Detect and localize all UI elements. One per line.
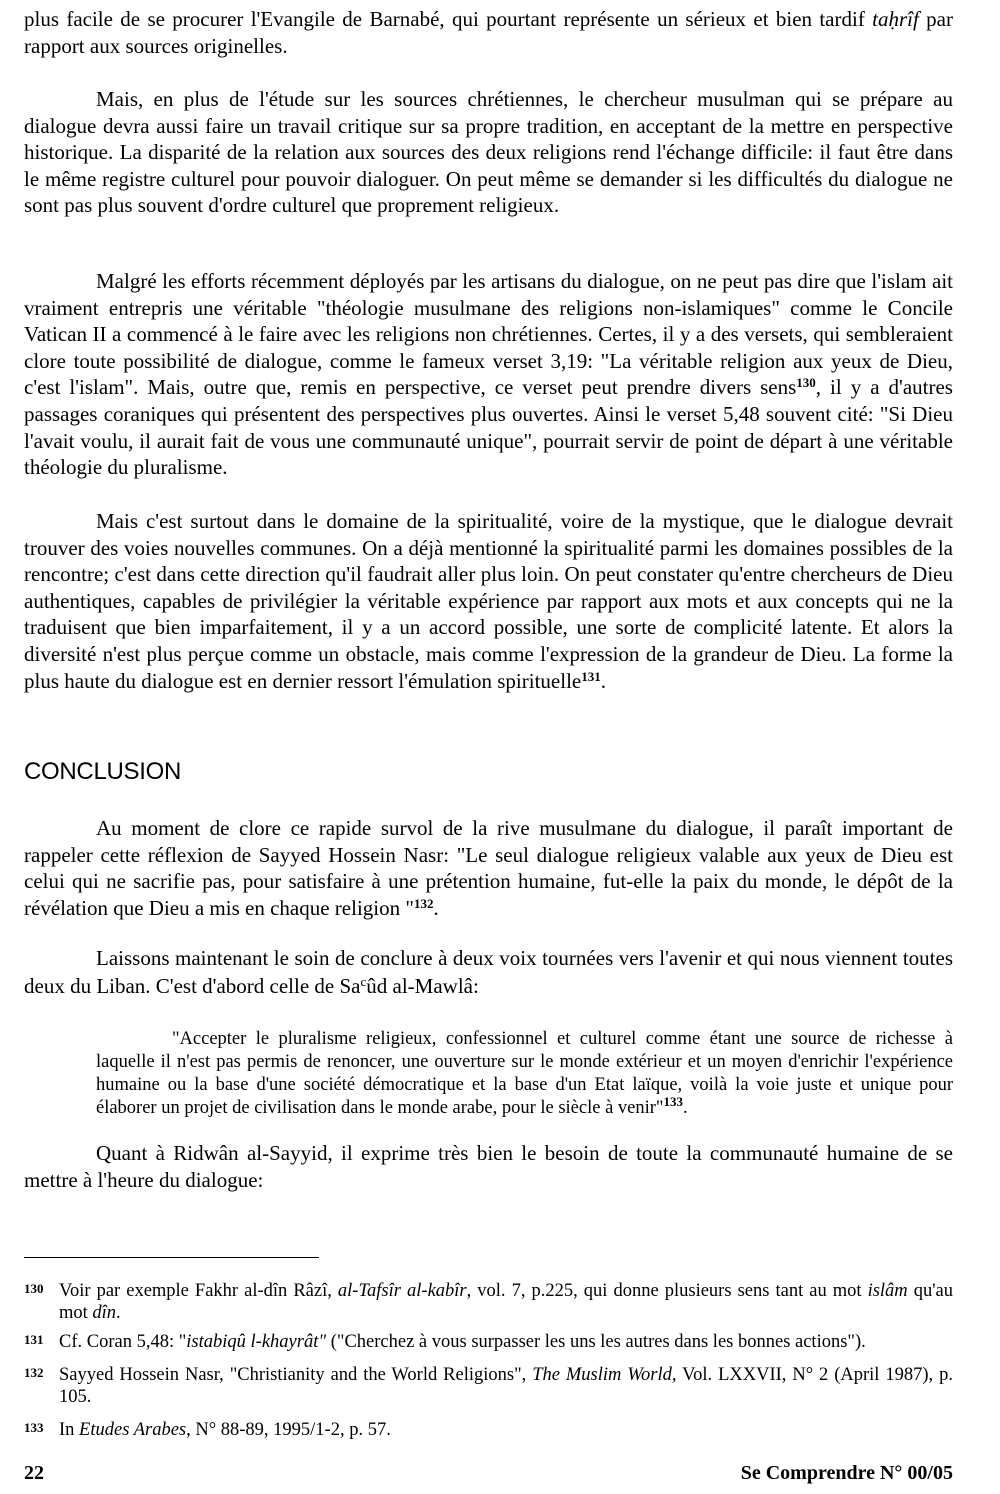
paragraph-0 <box>24 6 953 59</box>
page-number: 22 <box>24 1462 44 1484</box>
text: Au moment de clore ce rapide survol de la rive musulmane du dialogue, il paraît important de rappeler cette réflexion de Sayyed Hossein Nasr: "Le seul dialogue religieux valable aux yeux de Dieu est celui qui ne sacrifie pas, pour satisfaire à une prétention humaine, fut-elle la paix du monde, le dépôt de la révélation que Dieu a mis en chaque religion " <box>24 816 953 920</box>
text: Mais c'est surtout dans le domaine de la spiritualité, voire de la mystique, que le dialogue devrait trouver des voies nouvelles communes. On a déjà mentionné la spiritualité parmi les domaines possibles de la rencontre; c'est dans cette direction qu'il faudrait aller plus loin. On peut constater qu'entre chercheurs de Dieu authentiques, capables de privilégier la véritable expérience par rapport aux mots et aux concepts qui ne la traduisent que bien imparfaitement, il y a un accord possible, une sorte de complicité latente. Et alors la diversité n'est plus perçue comme un obstacle, mais comme l'expression de la grandeur de Dieu. La forme la plus haute du dialogue est en dernier ressort l'émulation spirituelle <box>24 509 953 693</box>
ayn-superscript: c <box>360 974 367 989</box>
block-quote <box>96 1028 953 1120</box>
italic-title: Etudes Arabes <box>79 1420 187 1440</box>
paragraph-6: Quant à Ridwân al-Sayyid, il exprime très bien le besoin de toute la communauté humaine de se mettre à l'heure du dialogue: <box>24 1141 953 1192</box>
text: . <box>600 668 606 693</box>
footnote-text <box>59 1281 953 1324</box>
footnote-ref-131[interactable]: 131 <box>581 668 601 684</box>
footnote-number: 132 <box>24 1365 44 1380</box>
footnote-133 <box>24 1420 953 1442</box>
footnote-separator <box>24 1257 319 1258</box>
text: , N° 88-89, 1995/1-2, p. 57. <box>186 1420 391 1440</box>
footnote-text <box>59 1365 953 1408</box>
text: , il y a d'autres passages coraniques qui présentent des perspectives plus ouvertes. Ainsi le verset 5,48 souvent cité: "Si Dieu l'avait voulu, il aurait fait de vous une communauté unique", pourrait servir de point de départ à une véritable théologie du pluralisme. <box>24 375 953 480</box>
footnote-ref-132[interactable]: 132 <box>413 895 434 911</box>
italic-term: dîn <box>92 1302 117 1323</box>
text: Voir par exemple Fakhr al-dîn Râzî, <box>59 1281 338 1301</box>
text: Sayyed Hossein Nasr, "Christianity and the World Religions", <box>59 1365 533 1385</box>
text: ("Cherchez à vous surpasser les uns les autres dans les bonnes actions"). <box>326 1332 866 1352</box>
footnote-number: 131 <box>24 1332 44 1347</box>
section-heading: CONCLUSION <box>24 758 182 785</box>
text: qu'au mot <box>59 1281 954 1323</box>
footnote-132 <box>24 1365 953 1408</box>
paragraph-5 <box>24 944 953 1000</box>
paragraph-3 <box>24 508 953 694</box>
text: "Accepter le pluralisme religieux, confessionnel et culturel comme étant une source de richesse à laquelle il n'est pas permis de renoncer, une ouverture sur le monde extérieur et un moyen d'enrichir l'expérience humaine ou la base d'une société démocratique et la base d'un Etat laïque, voilà la voie juste et unique pour élaborer un projet de civilisation dans le monde arabe, pour le siècle à venir" <box>96 1029 953 1118</box>
italic-term: islâm <box>867 1281 908 1301</box>
footnote-text <box>59 1332 953 1354</box>
text: , vol. 7, p.225, qui donne plusieurs sens tant au mot <box>466 1281 868 1301</box>
text: . <box>433 895 439 920</box>
text: . <box>116 1302 121 1323</box>
footnote-ref-130[interactable]: 130 <box>796 375 816 391</box>
text: ûd al-Mawlâ: <box>366 974 479 998</box>
footnote-number: 133 <box>24 1420 44 1435</box>
text: . <box>682 1098 688 1118</box>
paragraph-2 <box>24 268 953 481</box>
text: Vol. LXXVII, N° 2 (April 1987), p. 105. <box>59 1365 953 1407</box>
text: In <box>59 1420 80 1440</box>
text: Malgré les efforts récemment déployés par les artisans du dialogue, on ne peut pas dire que l'islam ait vraiment entrepris une véritable "théologie musulmane des religions non-islamiques" comme le Concile Vatican II a commencé à le faire avec les religions non chrétiennes. Certes, il y a des versets, qui sembleraient clore toute possibilité de dialogue, comme le fameux verset 3,19: "La véritable religion aux yeux de Dieu, c'est l'islam". Mais, outre que, remis en perspective, ce verset peut prendre divers sens <box>24 269 953 400</box>
italic-term: taḥrîf <box>872 7 919 31</box>
publication-footer: Se Comprendre N° 00/05 <box>740 1462 953 1484</box>
paragraph-4 <box>24 815 953 921</box>
footnote-number: 130 <box>24 1281 44 1296</box>
text: par rapport aux sources originelles. <box>24 7 953 58</box>
italic-term: istabiqû l-khayrât" <box>186 1332 327 1352</box>
footnote-130 <box>24 1281 953 1324</box>
text: Cf. Coran 5,48: " <box>59 1332 187 1352</box>
footnote-ref-133[interactable]: 133 <box>663 1094 683 1109</box>
paragraph-1: Mais, en plus de l'étude sur les sources chrétiennes, le chercheur musulman qui se prépare au dialogue devra aussi faire un travail critique sur sa propre tradition, en acceptant de la mettre en perspective historique. La disparité de la relation aux sources des deux religions rend l'échange difficile: il faut être dans le même registre culturel pour pouvoir dialoguer. On peut même se demander si les difficultés du dialogue ne sont pas plus souvent d'ordre culturel que proprement religieux. <box>24 87 953 218</box>
italic-title: al-Tafsîr al-kabîr <box>337 1281 467 1301</box>
footnote-131 <box>24 1332 953 1354</box>
footnote-text <box>59 1420 953 1442</box>
italic-title: The Muslim World, <box>532 1365 677 1385</box>
text: Laissons maintenant le soin de conclure à deux voix tournées vers l'avenir et qui nous viennent toutes deux du Liban. C'est d'abord celle de Sa <box>24 946 953 998</box>
text: plus facile de se procurer l'Evangile de Barnabé, qui pourtant représente un sérieux et bien tardif <box>24 7 873 31</box>
